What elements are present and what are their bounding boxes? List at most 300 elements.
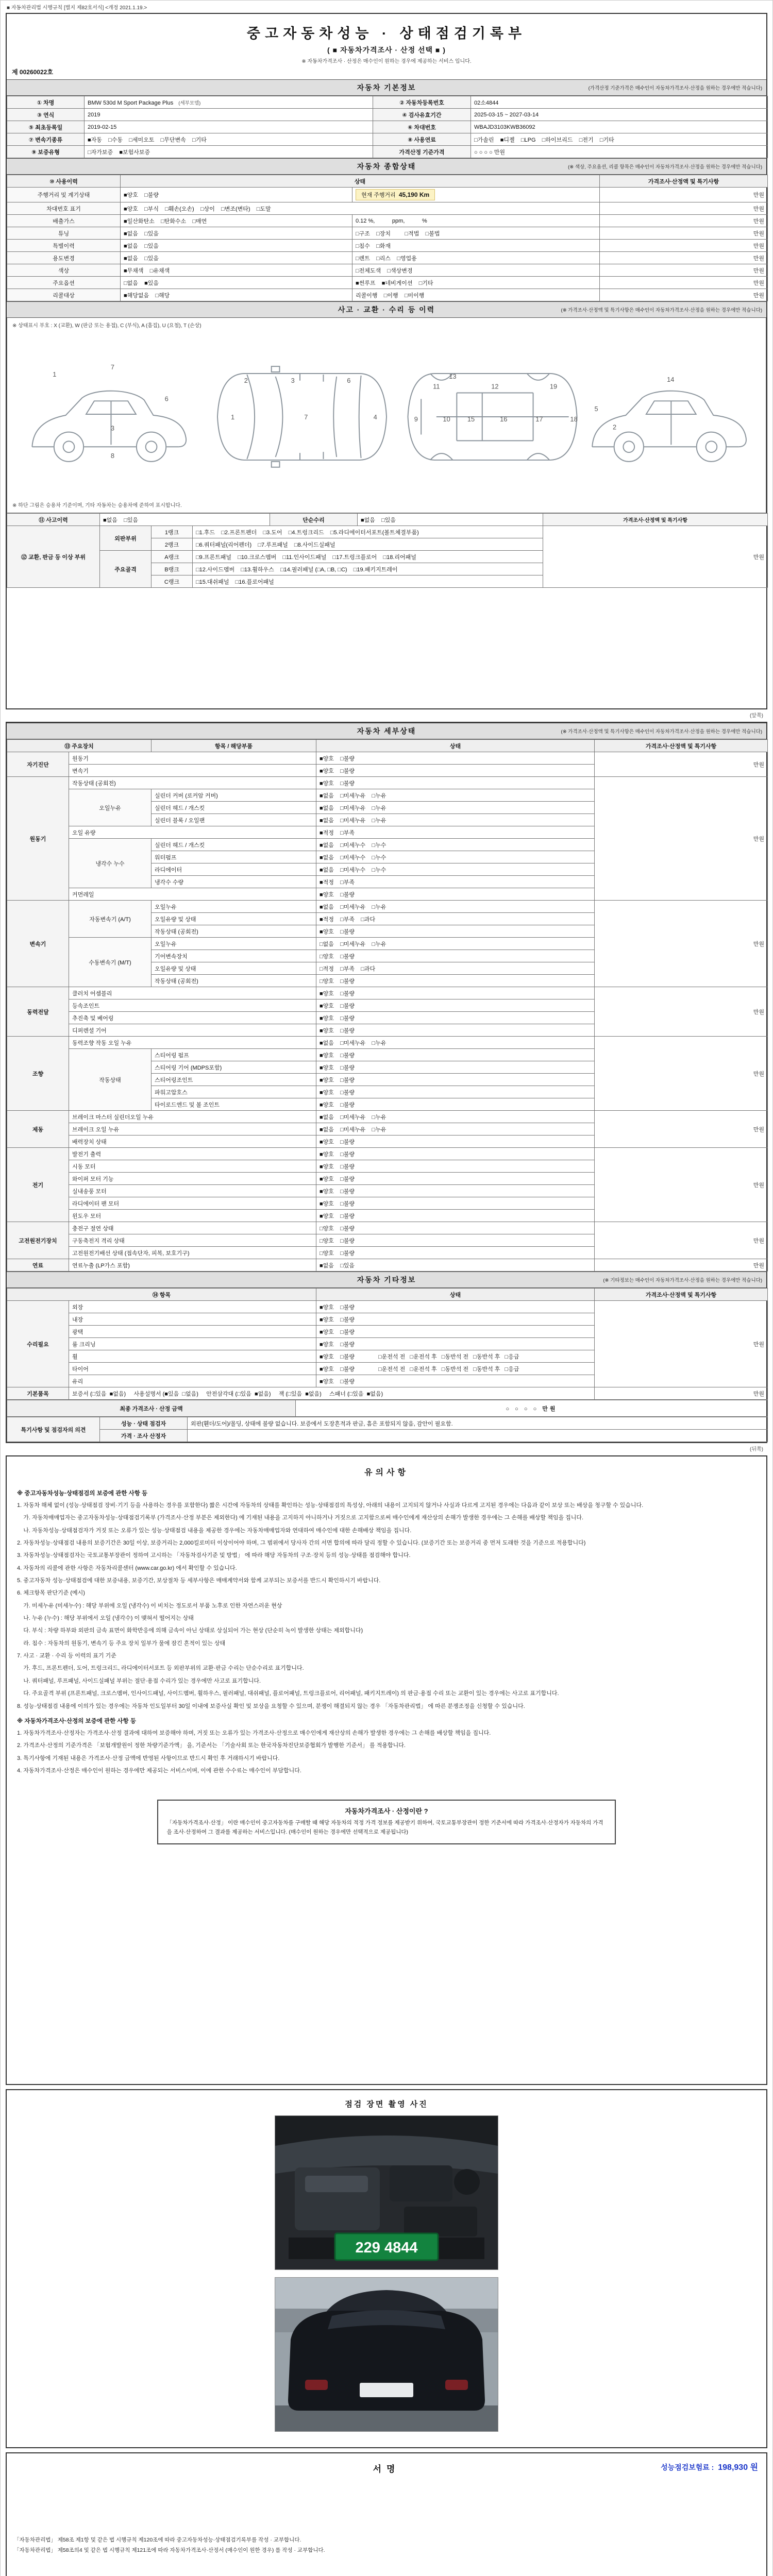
inspection-label: ④ 검사유효기간 — [373, 109, 471, 121]
section-detail-title — [7, 723, 766, 739]
status-options[interactable]: ■양호 □불량 — [316, 1074, 595, 1086]
simple-repair-options[interactable]: ■없음 □있음 — [358, 514, 543, 526]
inspection-premium — [661, 2461, 758, 2472]
item-label: 등속조인트 — [69, 999, 316, 1012]
item-label: 스티어링 기어 (MDPS포함) — [152, 1061, 316, 1074]
tuning-extra-options[interactable]: □구조 □장치 □적법 □불법 — [352, 227, 600, 240]
overall-state-table — [7, 175, 768, 301]
status-options[interactable]: ■양호 □불량 — [316, 1326, 595, 1338]
table-row — [7, 264, 768, 277]
color-label: 색상 — [7, 264, 121, 277]
emission-values: 0.12 %, ppm, % — [352, 215, 600, 227]
section-etc-label: 자동차 기타정보 — [357, 1276, 416, 1284]
status-options[interactable]: □양호 □불량 — [316, 1247, 595, 1259]
diagram-number: 9 — [414, 415, 418, 423]
remarks-table — [7, 1417, 768, 1442]
legal-line-1: 「자동차관리법」 제58조 제1항 및 같은 법 시행규칙 제120조에 따라 중고자동차성능·상태점검기록부를 작성 · 교부합니다. — [14, 2537, 301, 2543]
col-device: ⑬ 주요장치 — [7, 740, 152, 752]
main-option-extra[interactable]: ■썬루프 ■네비게이션 □기타 — [352, 277, 600, 289]
price-cell: 만원 — [600, 215, 768, 227]
group-engine: 원동기 — [7, 777, 69, 901]
price-cell: 만원 — [595, 1037, 768, 1111]
price-cell: 만원 — [595, 1259, 768, 1272]
notice-paragraph: 3. 자동차성능·상태점검자는 국토교통부장관이 정하여 고시하는 「자동차검사기준 및 방법」 에 따라 해당 자동차의 구조·장치 등의 성능·상태를 점검해야 합니다. — [17, 1552, 411, 1559]
rank1-label: 1랭크 — [152, 526, 193, 538]
status-options[interactable]: ■양호 □불량 — [316, 1313, 595, 1326]
table-row — [7, 188, 768, 202]
table-row — [7, 777, 768, 789]
base-price-label: 가격산정 기준가격 — [373, 146, 471, 158]
table-row — [7, 1259, 768, 1272]
price-cell: 만원 — [595, 752, 768, 777]
table-row — [7, 227, 768, 240]
vin-value: WBAJD3103KWB36092 — [471, 121, 768, 133]
section-overall-label: 자동차 종합상태 — [357, 162, 416, 171]
status-options[interactable]: ■적정 □부족 — [316, 876, 595, 888]
table-header-row — [7, 740, 768, 752]
rankB-items[interactable]: □12.사이드멤버 □13.휠하우스 □14.필러패널 (□A, □B, □C) □19.패키지트레이 — [193, 563, 543, 575]
price-cell: 만원 — [600, 188, 768, 202]
group-high-voltage: 고전원전기장치 — [7, 1222, 69, 1259]
mileage-status-options[interactable]: ■양호 □불량 — [121, 188, 352, 202]
section-accident-title — [7, 301, 766, 318]
group-brake: 제동 — [7, 1111, 69, 1148]
status-options[interactable]: ■양호 □불량 — [316, 1049, 595, 1061]
item-label: 클러치 어셈블리 — [69, 987, 316, 999]
color-extra[interactable]: □전체도색 □색상변경 — [352, 264, 600, 277]
status-options[interactable]: ■양호 □불량 — [316, 1210, 595, 1222]
section-accident-note: (※ 가격조사·산정액 및 특기사항은 매수인이 자동차가격조사·산정을 원하는 경우에만 적습니다) — [561, 308, 762, 313]
table-row — [7, 277, 768, 289]
col-status: 상태 — [316, 1289, 595, 1301]
accident-history-table — [7, 513, 768, 526]
base-price-value: ○ ○ ○ ○ 만원 — [471, 146, 768, 158]
status-options[interactable]: ■양호 □불량 — [316, 1338, 595, 1350]
item-label: 구동축전지 격리 상태 — [69, 1234, 316, 1247]
notice-paragraph: 나. 자동차성능·상태점검자가 거짓 또는 오류가 있는 성능·상태점검 내용을 제공한 경우에는 자동차매매업자와 연대하여 매수인에 대한 손해배상 책임을 집니다. — [17, 1527, 412, 1534]
status-options[interactable]: ■양호 □불량 — [316, 1024, 595, 1037]
emission-options[interactable]: ■일산화탄소 □탄화수소 □매연 — [121, 215, 352, 227]
notice-paragraph: 7. 사고 · 교환 · 수리 등 이력의 표기 기준 — [17, 1653, 116, 1659]
document-subtitle: ( ■ 자동차가격조사 · 산정 선택 ■ ) — [327, 46, 446, 54]
diagram-number: 7 — [110, 363, 115, 371]
col-item: 항목 / 해당부품 — [152, 740, 316, 752]
status-options[interactable]: ■없음 □미세누수 □누수 — [316, 863, 595, 876]
status-options[interactable]: ■양호 □불량 — [316, 1098, 595, 1111]
back-page-box — [6, 722, 767, 1443]
price-cell: 만원 — [600, 252, 768, 264]
form-reference: ■ 자동차관리법 시행규칙 [별지 제82호서식] <개정 2021.1.19.> — [7, 5, 147, 11]
table-row — [7, 1417, 768, 1430]
price-cell: 만원 — [595, 1301, 768, 1387]
col-item: ⑭ 항목 — [7, 1289, 316, 1301]
inspection-photo-engine — [275, 2115, 498, 2270]
status-options[interactable]: ■양호 □불량 — [316, 999, 595, 1012]
diagram-number: 3 — [291, 376, 295, 384]
first-reg-value: 2019-02-15 — [85, 121, 373, 133]
table-row — [7, 1301, 768, 1313]
section-basic-title — [7, 79, 766, 96]
group-electric: 전기 — [7, 1148, 69, 1222]
exchange-label: ⑫ 교환, 판금 등 이상 부위 — [7, 526, 100, 588]
rear-view-photo — [275, 2278, 498, 2431]
recall-label: 리콜대상 — [7, 289, 121, 301]
group-self-diagnosis: 자기진단 — [7, 752, 69, 777]
price-cell: 만원 — [595, 1387, 768, 1400]
price-cell: 만원 — [600, 277, 768, 289]
notice-heading-1: ※ 중고자동차성능·상태점검의 보증에 관한 사항 등 — [17, 1490, 148, 1497]
price-cell: 만원 — [595, 987, 768, 1037]
tuning-options[interactable]: ■없음 □있음 — [121, 227, 352, 240]
car-name-value — [85, 96, 373, 109]
main-frame-label: 주요골격 — [100, 551, 152, 588]
diagram-number: 2 — [244, 376, 248, 384]
table-row — [7, 514, 768, 526]
notice-paragraph: 2. 자동차성능·상태점검 내용의 보증기간은 30일 이상, 보증거리는 2,000킬로미터 이상이어야 하며, 그 범위에서 당사자 간의 서면 합의에 따라 달리 정할 수 있습니다. (보증기간 또는 보증거리 중 먼저 도래한 것을 기준으로 적용합니다) — [17, 1540, 586, 1547]
status-options[interactable]: ■양호 □불량 — [316, 1136, 595, 1148]
status-options[interactable]: ■없음 □미세누유 □누유 — [316, 814, 595, 826]
diagram-number: 14 — [667, 375, 675, 383]
premium-label: 성능점검보험료 : — [661, 2463, 714, 2471]
item-label: 룸 크리닝 — [69, 1338, 316, 1350]
premium-value: 198,930 원 — [718, 2463, 758, 2472]
item-label: 휠 — [69, 1350, 316, 1363]
col-price: 가격조사·산정액 및 특기사항 — [595, 740, 768, 752]
status-options[interactable]: ■양호 □불량 — [316, 1148, 595, 1160]
table-row — [7, 96, 768, 109]
item-label: 실린더 헤드 / 개스킷 — [152, 802, 316, 814]
accident-price-header: 가격조사·산정액 및 특기사항 — [543, 514, 768, 526]
group-fuel: 연료 — [7, 1259, 69, 1272]
status-options[interactable]: ■양호 □불량 — [316, 752, 595, 765]
tire-status[interactable]: ■양호 □불량 — [320, 1366, 355, 1372]
status-options[interactable]: □적정 □부족 □과다 — [316, 962, 595, 975]
recall-options[interactable]: ■해당없음 □해당 — [121, 289, 352, 301]
table-row — [7, 1430, 768, 1442]
section-etc-note: (※ 기타정보는 매수인이 자동차가격조사·산정을 원하는 경우에만 적습니다) — [603, 1278, 762, 1283]
main-option-label: 주요옵션 — [7, 277, 121, 289]
item-label: 디퍼렌셜 기어 — [69, 1024, 316, 1037]
diagram-number: 18 — [570, 415, 578, 423]
item-label: 작동상태 (공회전) — [152, 975, 316, 987]
price-cell: 만원 — [600, 240, 768, 252]
section-basic-note: (가격산정 기준가격은 매수인이 자동차가격조사·산정을 원하는 경우에만 적습니다) — [588, 86, 762, 91]
final-price-label: 최종 가격조사 · 산정 금액 — [7, 1400, 296, 1417]
document-subtitle-note: ※ 자동차가격조사 · 산정은 매수인이 원하는 경우에 제공하는 서비스 입니다. — [301, 59, 472, 64]
signature-box — [6, 2452, 767, 2576]
rank1-items[interactable]: □1.후드 □2.프론트펜더 □3.도어 □4.트렁크리드 □5.라디에이터서포트(볼트체결부품) — [193, 526, 543, 538]
usage-change-extra[interactable]: □렌트 □리스 □영업용 — [352, 252, 600, 264]
status-options[interactable] — [316, 1363, 595, 1375]
status-options[interactable]: ■양호 □불량 — [316, 1301, 595, 1313]
notice-paragraph: 4. 자동차가격조사·산정은 매수인이 원하는 경우에만 제공되는 서비스이며, 이에 관한 수수료는 매수인이 부담합니다. — [17, 1767, 301, 1774]
emission-label: 배출가스 — [7, 215, 121, 227]
notice-heading-2: ※ 자동차가격조사·산정의 보증에 관한 사항 등 — [17, 1718, 136, 1724]
vin-mark-options[interactable]: ■양호 □부식 □훼손(오손) □상이 □변조(변타) □도말 — [121, 202, 600, 215]
notice-paragraph: 6. 체크항목 판단기준 (예시) — [17, 1590, 85, 1597]
status-options[interactable]: ■양호 □불량 — [316, 888, 595, 901]
signature-area[interactable] — [14, 2475, 759, 2535]
notice-paragraph: 5. 중고자동차 성능·상태점검에 대한 보증내용, 보증기간, 보상절차 등 세부사항은 매매계약서와 함께 교부되는 보증서를 반드시 확인하시기 바랍니다. — [17, 1578, 381, 1584]
item-label: 외장 — [69, 1301, 316, 1313]
tire-positions[interactable]: □운전석 전 □운전석 후 □동반석 전 □동반석 후 □응급 — [378, 1366, 519, 1372]
table-row — [7, 252, 768, 264]
price-cell: 만원 — [600, 227, 768, 240]
notice-paragraph: 8. 성능·상태점검 내용에 이의가 있는 경우에는 자동차 인도일부터 30일 이내에 보증사실 확인 및 보상을 요청할 수 있으며, 분쟁이 해결되지 않는 경우 「자동차관리법」 에 따른 분쟁조정을 신청할 수 있습니다. — [17, 1703, 525, 1709]
subgroup-oil-leak: 오일누유 — [69, 789, 152, 826]
status-options[interactable] — [316, 1350, 595, 1363]
mileage-chip-value: 45,190 Km — [398, 191, 430, 198]
diagram-number: 4 — [373, 413, 377, 421]
col-price: 가격조사·산정액 및 특기사항 — [595, 1289, 768, 1301]
group-repair-needed: 수리필요 — [7, 1301, 69, 1387]
rankC-label: C랭크 — [152, 575, 193, 588]
notice-paragraph: 다. 주요골격 부위 (프론트패널, 크로스멤버, 인사이드패널, 사이드멤버, 휠하우스, 필러패널, 대쉬패널, 플로어패널, 트렁크플로어, 리어패널, 패키지트레이) 의 판금·용접 수리 또는 교환이 있는 경우에는 사고로 표기합니다. — [17, 1690, 559, 1697]
status-options[interactable]: ■양호 □불량 — [316, 987, 595, 999]
item-label: 스티어링조인트 — [152, 1074, 316, 1086]
status-options[interactable]: ■양호 □불량 — [316, 925, 595, 938]
detail-state-table — [7, 739, 768, 1272]
price-cell: 만원 — [595, 901, 768, 987]
usage-change-options[interactable]: ■없음 □있음 — [121, 252, 352, 264]
status-options[interactable]: ■없음 □미세누수 □누수 — [316, 851, 595, 863]
diagram-number: 11 — [433, 382, 440, 391]
status-options[interactable]: ■양호 □불량 — [316, 1012, 595, 1024]
notice-paragraph: 가. 미세누유 (미세누수) : 해당 부위에 오일 (냉각수) 이 비치는 정도로서 부품 노후로 인한 자연스러운 현상 — [17, 1602, 282, 1609]
notice-paragraph: 라. 침수 : 자동차의 원동기, 변속기 등 주요 장치 일부가 물에 잠긴 흔적이 있는 상태 — [17, 1640, 226, 1647]
license-plate-text: 229 4844 — [355, 2240, 418, 2256]
status-options[interactable]: ■없음 □미세누수 □누수 — [316, 839, 595, 851]
diagram-number: 1 — [231, 413, 235, 421]
notice-paragraph: 나. 쿼터패널, 루프패널, 사이드실패널 부위는 절단·용접 수리가 있는 경우에만 사고로 표기합니다. — [17, 1677, 261, 1684]
status-options[interactable]: ■양호 □불량 — [316, 1061, 595, 1074]
notice-paragraph: 가. 후드, 프론트펜더, 도어, 트렁크리드, 라디에이터서포트 등 외판부위의 교환·판금 수리는 단순수리로 표기합니다. — [17, 1665, 304, 1672]
status-options[interactable]: ■적정 □부족 □과다 — [316, 913, 595, 925]
status-options[interactable]: ■양호 □불량 — [316, 777, 595, 789]
special-history-options[interactable]: ■없음 □있음 — [121, 240, 352, 252]
diagram-number: 7 — [304, 413, 308, 421]
appraiser-comment — [188, 1430, 768, 1442]
car-name: BMW 530d M Sport Package Plus — [88, 99, 174, 106]
final-price-table — [7, 1400, 768, 1417]
mileage-current-cell — [352, 188, 600, 202]
wheel-status[interactable]: ■양호 □불량 — [320, 1353, 355, 1360]
document-number: 제 00260022호 — [12, 69, 53, 76]
diagram-number: 12 — [491, 382, 499, 391]
item-label: 광택 — [69, 1326, 316, 1338]
table-row — [7, 289, 768, 301]
item-label: 브레이크 오일 누유 — [69, 1123, 316, 1136]
table-row — [7, 146, 768, 158]
section-detail-label: 자동차 세부상태 — [357, 727, 416, 735]
item-label: 오일누유 — [152, 938, 316, 950]
mileage-label: 주행거리 및 계기상태 — [7, 188, 121, 202]
mileage-chip-label: 현재 주행거리 — [361, 192, 396, 198]
table-row — [7, 1037, 768, 1049]
fuel-options[interactable]: □가솔린 ■디젤 □LPG □하이브리드 □전기 □기타 — [471, 133, 768, 146]
vehicle-damage-diagram — [15, 330, 758, 500]
table-row — [7, 1148, 768, 1160]
status-options[interactable]: □양호 □불량 — [316, 1222, 595, 1234]
diagram-number: 10 — [443, 415, 450, 423]
group-transmission: 변속기 — [7, 901, 69, 987]
diagram-number: 15 — [467, 415, 475, 423]
item-label: 실린더 헤드 / 개스킷 — [152, 839, 316, 851]
item-label: 타이어 — [69, 1363, 316, 1375]
price-cell: 만원 — [595, 777, 768, 901]
diagram-number: 17 — [535, 415, 543, 423]
item-label: 기어변속장치 — [152, 950, 316, 962]
col-status: 상태 — [316, 740, 595, 752]
transmission-options[interactable]: ■자동 □수동 □세미오토 □무단변속 □기타 — [85, 133, 373, 146]
table-row — [7, 901, 768, 913]
basic-info-table — [7, 96, 768, 158]
item-label: 원동기 — [69, 752, 316, 765]
status-options[interactable]: ■없음 □미세누유 □누유 — [316, 802, 595, 814]
item-label: 발전기 출력 — [69, 1148, 316, 1160]
diagram-number: 6 — [164, 395, 169, 403]
item-label: 커먼레일 — [69, 888, 316, 901]
status-options[interactable]: ■양호 □불량 — [316, 765, 595, 777]
legal-line-2: 「자동차관리법」 제58조의4 및 같은 법 시행규칙 제121조에 따라 자동차가격조사·산정서 (매수인이 원한 경우) 를 작성 · 교부합니다. — [14, 2547, 325, 2553]
basic-items-options[interactable]: 보증서 (□있음 ■없음) 사용설명서 (■있음 □없음) 안전삼각대 (□있음 ■없음) 잭 (□있음 ■없음) 스패너 (□있음 ■없음) — [69, 1387, 595, 1400]
status-options[interactable]: ■양호 □불량 — [316, 1185, 595, 1197]
status-options[interactable]: ■적정 □부족 — [316, 826, 595, 839]
car-name-subtag: (세부모델) — [178, 100, 201, 106]
status-options[interactable]: ■양호 □불량 — [316, 1173, 595, 1185]
remarks-title: 특기사항 및 점검자의 의견 — [7, 1417, 100, 1442]
item-label: 라디에이터 팬 모터 — [69, 1197, 316, 1210]
item-label: 작동상태 (공회전) — [152, 925, 316, 938]
group-basic-items: 기본품목 — [7, 1387, 69, 1400]
item-label: 오일유량 및 상태 — [152, 962, 316, 975]
front-page-box — [6, 13, 767, 709]
table-row — [7, 1400, 768, 1417]
status-options[interactable]: ■양호 □불량 — [316, 1160, 595, 1173]
item-label: 워터펌프 — [152, 851, 316, 863]
diagram-number: 8 — [110, 451, 115, 460]
color-options[interactable]: ■무채색 □유채색 — [121, 264, 352, 277]
status-options[interactable]: ■없음 □미세누유 □누유 — [316, 789, 595, 802]
item-label: 브레이크 마스터 실린더오일 누유 — [69, 1111, 316, 1123]
inspector-comment: 외판(휀더/도어)/몰딩, 상태에 불량 없습니다. 보증에서 도장흔적과 판금, 흠은 포함되지 않음, 감안이 필요함. — [188, 1417, 768, 1430]
table-header-row — [7, 175, 768, 188]
table-row — [7, 133, 768, 146]
notice-paragraph: 나. 누유 (누수) : 해당 부위에서 오일 (냉각수) 이 맺혀서 떨어지는 상태 — [17, 1615, 194, 1622]
section-basic-label: 자동차 기본정보 — [357, 83, 416, 92]
item-label: 실린더 커버 (로커암 커버) — [152, 789, 316, 802]
reg-no-value: 02소4844 — [471, 96, 768, 109]
rankA-label: A랭크 — [152, 551, 193, 563]
notice-box — [6, 1455, 767, 2085]
item-label: 오일누유 — [152, 901, 316, 913]
notice-paragraph: 3. 특기사항에 기재된 내용은 가격조사·산정 금액에 반영된 사항이므로 반드시 확인 후 거래하시기 바랍니다. — [17, 1755, 280, 1761]
section-overall-note: (※ 색상, 주요옵션, 리콜 항목은 매수인이 자동차가격조사·산정을 원하는 경우에만 적습니다) — [568, 164, 762, 170]
diagram-number: 19 — [549, 382, 558, 391]
diagram-number: 16 — [500, 415, 508, 423]
etc-info-table — [7, 1288, 768, 1400]
price-cell: 만원 — [600, 202, 768, 215]
price-cell: 만원 — [595, 1222, 768, 1259]
status-options[interactable]: □양호 □불량 — [316, 950, 595, 962]
status-options[interactable]: ■양호 □불량 — [316, 1375, 595, 1387]
group-powertrain: 동력전달 — [7, 987, 69, 1037]
item-label: 변속기 — [69, 765, 316, 777]
status-options[interactable]: ■양호 □불량 — [316, 1197, 595, 1210]
tuning-label: 튜닝 — [7, 227, 121, 240]
special-history-extra[interactable]: □침수 □화재 — [352, 240, 600, 252]
document-title: 중고자동차성능 · 상태점검기록부 — [246, 26, 527, 41]
final-price-value: ○ ○ ○ ○ 만원 — [296, 1400, 768, 1417]
inspection-value: 2025-03-15 ~ 2027-03-14 — [471, 109, 768, 121]
col-price: 가격조사·산정액 및 특기사항 — [600, 175, 768, 188]
item-label: 오일 유량 — [69, 826, 316, 839]
status-options[interactable]: ■없음 □미세누유 □누유 — [316, 1123, 595, 1136]
rank2-items[interactable]: □6.쿼터패널(리어펜더) □7.루프패널 □8.사이드실패널 — [193, 538, 543, 551]
price-cell: 만원 — [600, 289, 768, 301]
subgroup-at: 자동변속기 (A/T) — [69, 901, 152, 938]
appraiser-role-label: 가격 · 조사 산정자 — [100, 1430, 188, 1442]
wheel-positions[interactable]: □운전석 전 □운전석 후 □동반석 전 □동반석 후 □응급 — [378, 1353, 519, 1360]
status-options[interactable]: ■없음 □미세누유 □누유 — [316, 1111, 595, 1123]
table-row — [7, 987, 768, 999]
status-options[interactable]: □양호 □불량 — [316, 1234, 595, 1247]
status-options[interactable]: ■양호 □불량 — [316, 1086, 595, 1098]
fuel-label: ⑧ 사용연료 — [373, 133, 471, 146]
signature-legal-lines — [14, 2535, 759, 2556]
price-cell: 만원 — [595, 1148, 768, 1222]
transmission-label: ⑦ 변속기종류 — [7, 133, 85, 146]
warranty-options[interactable]: □자가보증 ■보험사보증 — [85, 146, 373, 158]
status-options[interactable]: ■없음 □미세누유 □누유 — [316, 1037, 595, 1049]
status-options[interactable]: ■없음 □미세누유 □누유 — [316, 901, 595, 913]
diagram-number: 13 — [449, 372, 457, 380]
status-options[interactable]: □양호 □불량 — [316, 975, 595, 987]
diagram-number: 5 — [594, 405, 598, 413]
page-marker-front: (앞쪽) — [750, 713, 763, 719]
year-label: ③ 연식 — [7, 109, 85, 121]
status-options[interactable]: □없음 □미세누유 □누유 — [316, 938, 595, 950]
appraisal-definition-text: 「자동차가격조사·산정」 이란 매수인이 중고자동차를 구매할 때 해당 자동차의 적정 가격 정보를 제공받기 위하여, 국토교통부장관이 정한 기준서에 따라 가격조사·산정자가 자동차의 가격을 조사·산정하여 그 결과를 제공하는 서비스입니다. (매수인이 원하는 경우에만 선택적으로 제공됩니다) — [166, 1820, 603, 1836]
notice-paragraph: 4. 자동차의 리콜에 관한 사항은 자동차리콜센터 (www.car.go.kr) 에서 확인할 수 있습니다. — [17, 1565, 237, 1571]
item-label: 스티어링 펌프 — [152, 1049, 316, 1061]
item-label: 고전원전기배선 상태 (접속단자, 피복, 보호기구) — [69, 1247, 316, 1259]
recall-extra[interactable]: 리콜이행 □이행 □미이행 — [352, 289, 600, 301]
status-options[interactable]: ■없음 □있음 — [316, 1259, 595, 1272]
inspector-role-label: 성능 · 상태 점검자 — [100, 1417, 188, 1430]
item-label: 파워고압호스 — [152, 1086, 316, 1098]
item-label: 실내송풍 모터 — [69, 1185, 316, 1197]
main-option-options[interactable]: □없음 ■있음 — [121, 277, 352, 289]
accident-history-options[interactable]: ■없음 □있음 — [100, 514, 270, 526]
engine-bay-photo — [275, 2116, 498, 2269]
notice-paragraph: 가. 자동차매매업자는 중고자동차성능·상태점검기록부 (가격조사·산정 부분은 제외한다) 에 기재된 내용을 고지하지 아니하거나 거짓으로 고지함으로써 매수인에게 재산상의 손해가 발생한 경우에는 그 손해를 배상할 책임을 집니다. — [17, 1515, 584, 1521]
rankC-items[interactable]: □15.대쉬패널 □16.플로어패널 — [193, 575, 543, 588]
table-row — [7, 1111, 768, 1123]
col-usage-history: ⑩ 사용이력 — [7, 175, 121, 188]
item-label: 연료누출 (LP가스 포함) — [69, 1259, 316, 1272]
item-label: 윈도우 모터 — [69, 1210, 316, 1222]
appraisal-definition-title: 자동차가격조사 · 산정이란 ? — [345, 1807, 428, 1816]
diagram-number: 3 — [110, 424, 115, 432]
item-label: 와이퍼 모터 기능 — [69, 1173, 316, 1185]
item-label: 작동상태 (공회전) — [69, 777, 316, 789]
price-cell: 만원 — [543, 526, 768, 588]
rankA-items[interactable]: □9.프론트패널 □10.크로스멤버 □11.인사이드패널 □17.트렁크플로어 □18.리어패널 — [193, 551, 543, 563]
notice-paragraph: 다. 부식 : 차량 하부와 외판의 금속 표면이 화학반응에 의해 금속이 아닌 상태로 상실되어 가는 현상 (단순히 녹이 발생한 상태는 제외합니다) — [17, 1628, 363, 1634]
photos-box — [6, 2089, 767, 2448]
simple-repair-label: 단순수리 — [270, 514, 358, 526]
